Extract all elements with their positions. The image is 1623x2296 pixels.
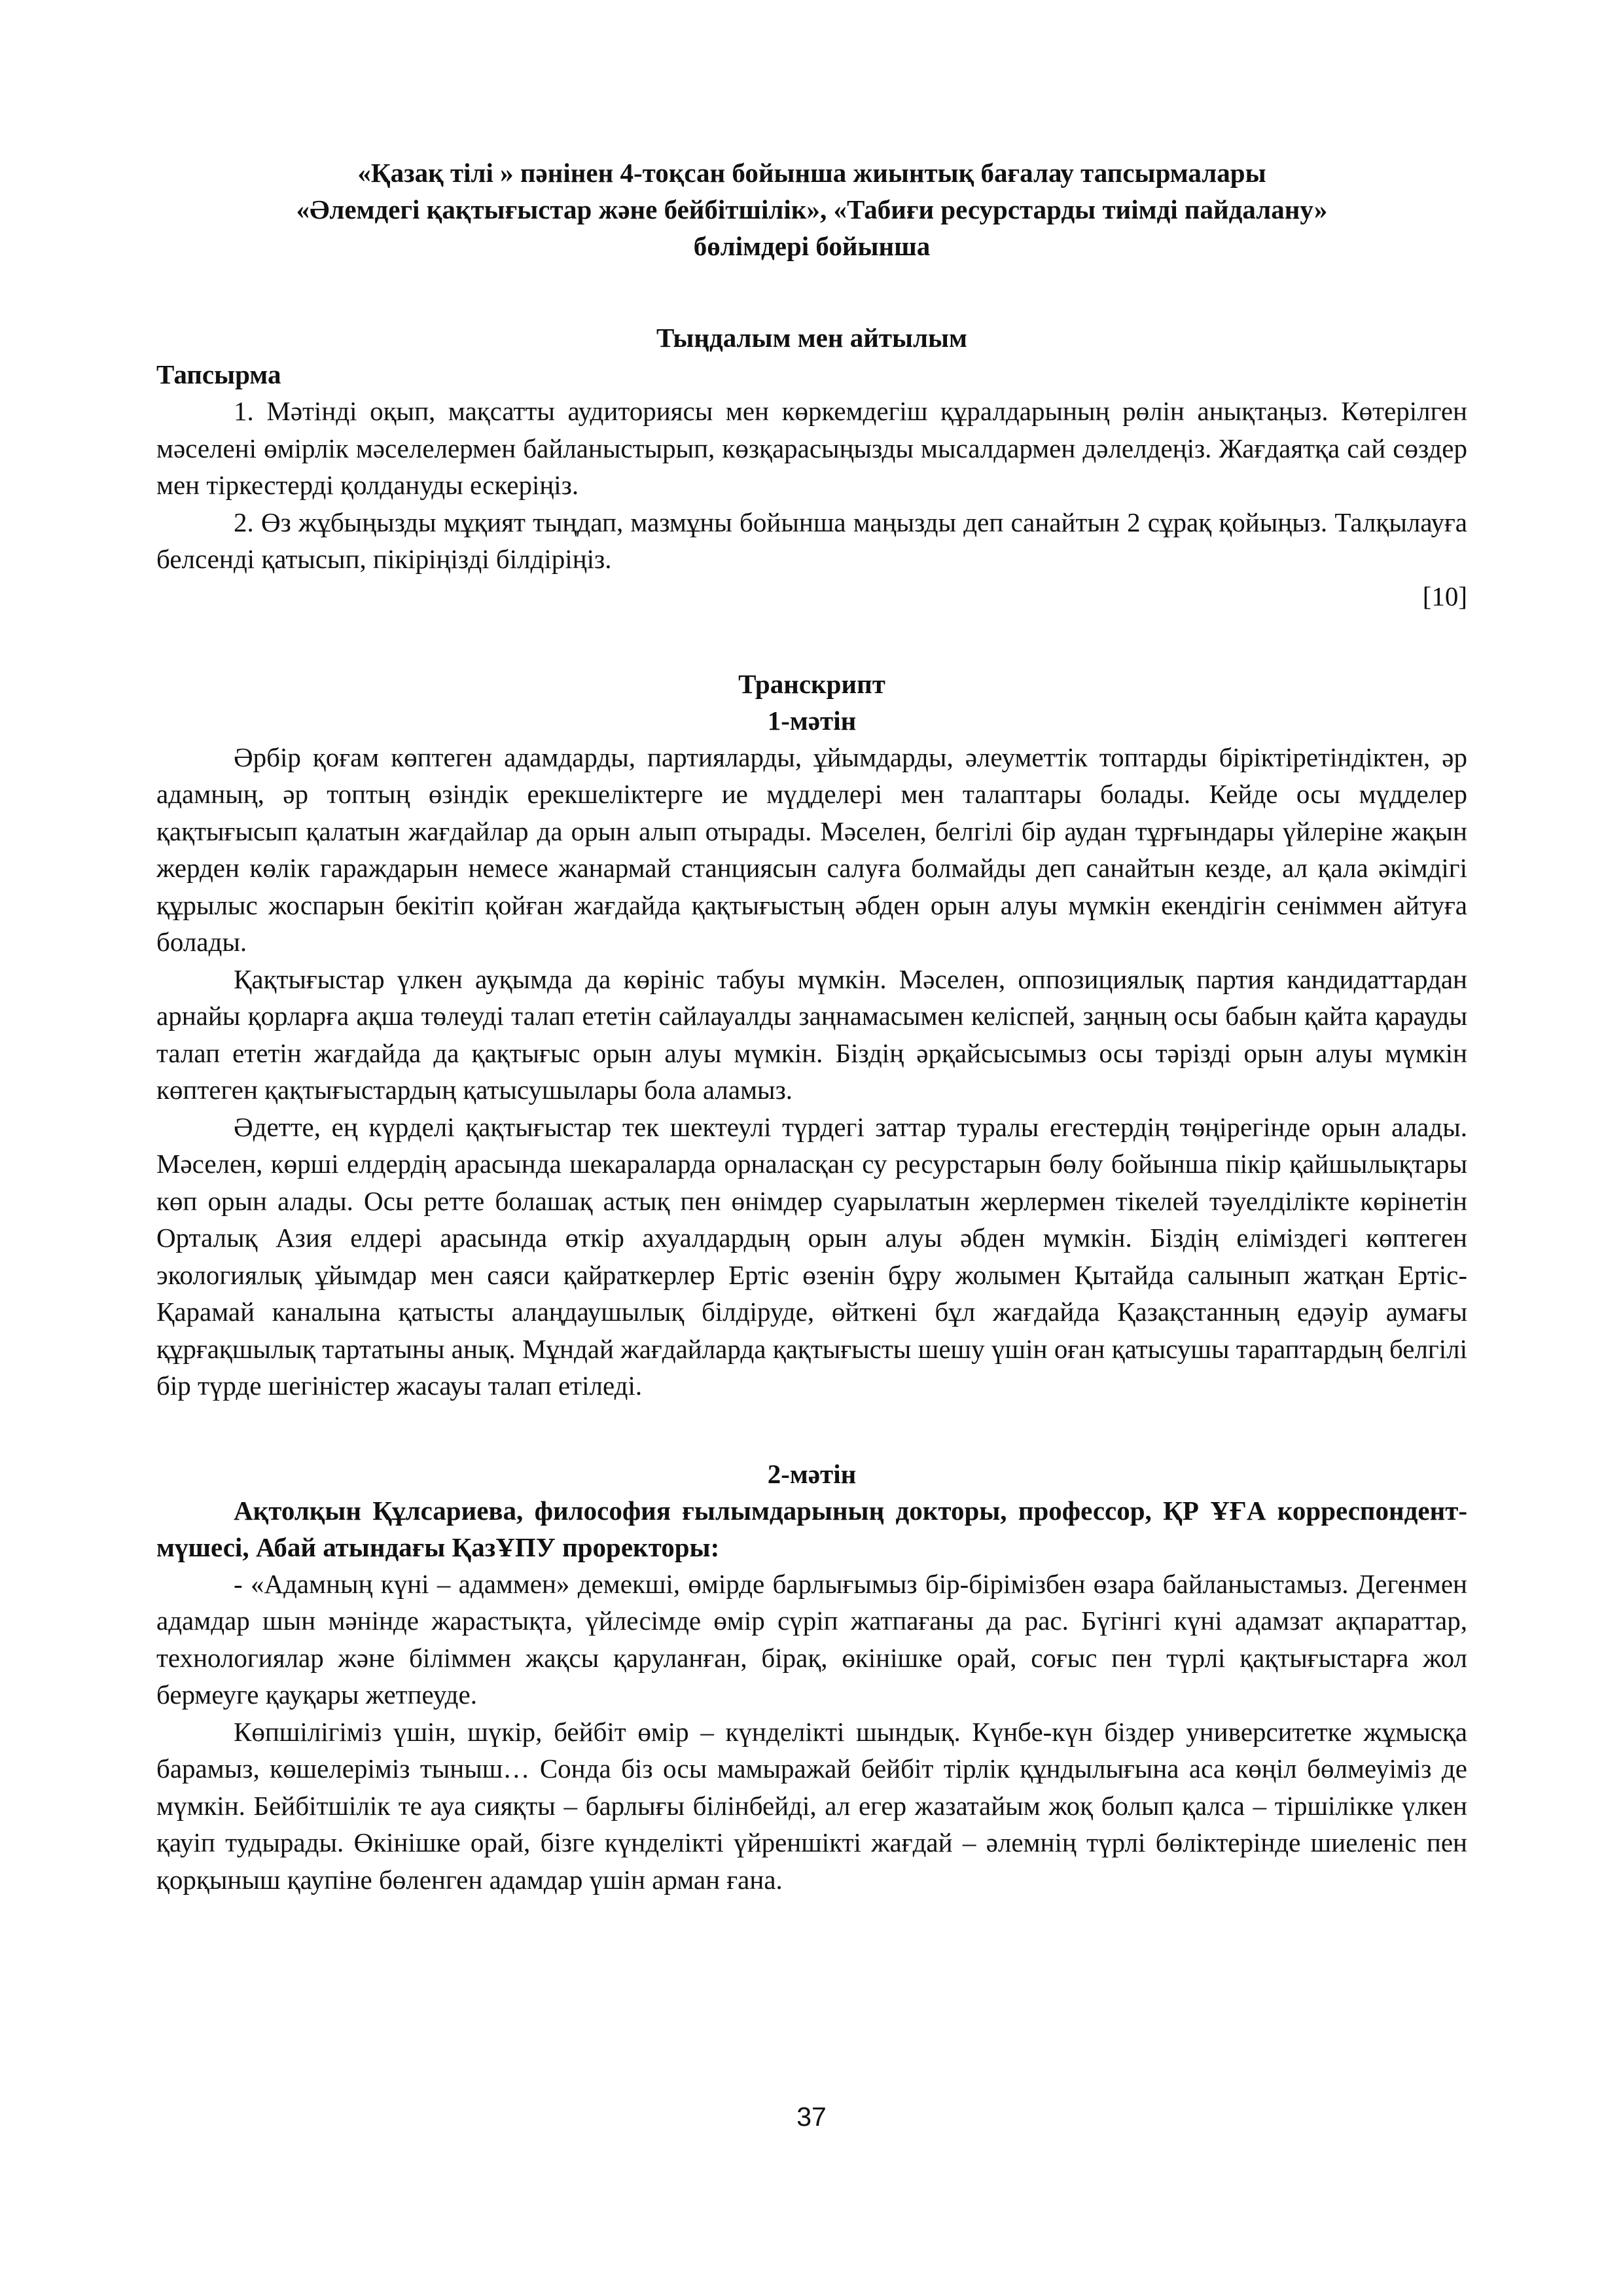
document-header (156, 154, 1467, 264)
text-1-paragraph: Қақтығыстар үлкен ауқымда да көрініс табуы мүмкін. Мәселен, оппозициялық партия кандидаттардан арнайы қорларға ақша төлеуді талап ететін сайлауалды заңнамасымен келіспей, заңның осы бабын қайта қарауды талап ететін жағдайда да қақтығыс орын алуы мүмкін. Біздің әрқайсысымыз осы тәрізді орын алуы мүмкін көптеген қақтығыстардың қатысушылары бола аламыз. (156, 963, 1467, 1105)
text-1-title: 1-мәтін (767, 705, 857, 736)
header-line-2: «Әлемдегі қақтығыстар және бейбітшілік», «Табиғи ресурстарды тиімді пайдалану» (296, 194, 1328, 224)
text-2-paragraph: - «Адамның күні – адаммен» демекші, өмірде барлығымыз бір-бірімізбен өзара байланыстамыз. Дегенмен адамдар шын мәнінде жарастықта, үйлесімде өмір сүріп жатпағаны да рас. Бүгінгі күні адамзат ақпараттар, технологиялар және біліммен жақсы қаруланған, бірақ, өкінішке орай, соғыс пен түрлі қақтығыстарға жол бермеуге қауқары жетпеуде. (156, 1568, 1467, 1710)
text-2-author: Ақтолқын Құлсариева, философия ғылымдарының докторы, профессор, ҚР ҰҒА корреспондент-мүшесі, Абай атындағы ҚазҰПУ проректоры: (156, 1495, 1467, 1562)
task-score: [10] (1422, 581, 1467, 611)
header-line-1: «Қазақ тілі » пәнінен 4-тоқсан бойынша жиынтық бағалау тапсырмалары (357, 158, 1266, 188)
task-item-1: 1. Мәтінді оқып, мақсатты аудиториясы мен көркемдегіш құралдарының рөлін анықтаңыз. Көтерілген мәселені өмірлік мәселелермен байланыстырып, көзқарасыңызды мысалдармен дәлелдеңіз. Жағдаятқа сай сөздер мен тіркестерді қолдануды ескеріңіз. (156, 396, 1467, 500)
text-2-title: 2-мәтін (767, 1458, 857, 1489)
listening-section-title: Тыңдалым мен айтылым (656, 323, 967, 353)
page-content (156, 154, 1467, 1898)
task-item-2: 2. Өз жұбыңызды мұқият тыңдап, мазмұны бойынша маңызды деп санайтын 2 сұрақ қойыңыз. Талқылауға белсенді қатысып, пікіріңізді білдіріңіз. (156, 507, 1467, 574)
page-number: 37 (796, 2102, 827, 2132)
text-1-paragraph: Әдетте, ең күрделі қақтығыстар тек шектеулі түрдегі заттар туралы егестердің төңірегінде орын алады. Мәселен, көрші елдердің арасында шекараларда орналасқан су ресурстарын бөлу бойынша пікір қайшылықтары көп орын алады. Осы ретте болашақ астық пен өнімдер суарылатын жерлермен тікелей тәуелділікте көрінетін Орталық Азия елдері арасында өткір ахуалдардың орын алуы әбден мүмкін. Біздің еліміздегі көптеген экологиялық ұйымдар мен саяси қайраткерлер Ертіс өзенін бұру жолымен Қытайда салынып жатқан Ертіс-Қарамай каналына қатысты алаңдаушылық білдіруде, өйткені бұл жағдайда Қазақстанның едәуір аумағы құрғақшылық тартатыны анық. Мұндай жағдайларда қақтығысты шешу үшін оған қатысушы тараптардың белгілі бір түрде шегіністер жасауы талап етіледі. (156, 1111, 1467, 1401)
header-line-3: бөлімдері бойынша (693, 231, 931, 261)
text-1-paragraph: Әрбір қоғам көптеген адамдарды, партияларды, ұйымдарды, әлеуметтік топтарды біріктіретіндіктен, әр адамның, әр топтың өзіндік ерекшеліктерге ие мүдделері мен талаптары болады. Кейде осы мүдделер қақтығысып қалатын жағдайлар да орын алып отырады. Мәселен, белгілі бір аудан тұрғындары үйлеріне жақын жерден көлік гараждарын немесе жанармай станциясын салуға болмайды деп санайтын кезде, ал қала әкімдігі құрылыс жоспарын бекітіп қойған жағдайда қақтығыстың әбден орын алуы мүмкін екендігін сеніммен айтуға болады. (156, 742, 1467, 957)
transcript-title: Транскрипт (738, 668, 885, 699)
task-label: Тапсырма (156, 359, 281, 389)
text-2-paragraph: Көпшілігіміз үшін, шүкір, бейбіт өмір – күнделікті шындық. Күнбе-күн біздер университетке жұмысқа барамыз, көшелеріміз тыныш… Сонда біз осы мамыражай бейбіт тірлік құндылығына аса көңіл бөлмеуіміз де мүмкін. Бейбітшілік те ауа сияқты – барлығы білінбейді, ал егер жазатайым жоқ болып қалса – тіршілікке үлкен қауіп тудырады. Өкінішке орай, бізге күнделікті үйреншікті жағдай – әлемнің түрлі бөліктерінде шиеленіс пен қорқыныш қаупіне бөленген адамдар үшін арман ғана. (156, 1716, 1467, 1895)
